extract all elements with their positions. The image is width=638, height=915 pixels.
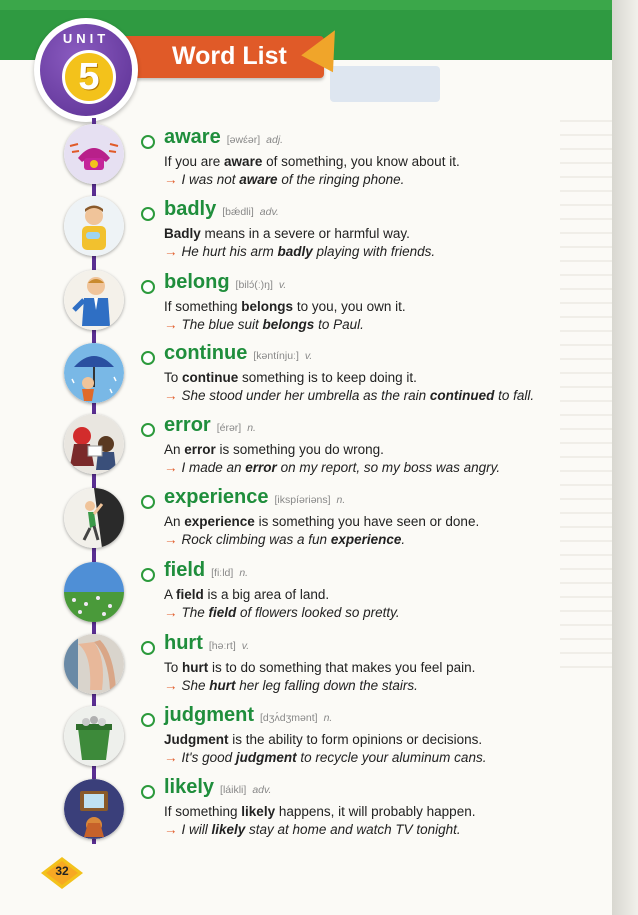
telephone-icon	[64, 124, 124, 184]
arrow-icon: →	[164, 244, 178, 259]
angry-boss-icon	[64, 414, 124, 474]
definition: Judgment is the ability to form opinions or decisions.	[164, 732, 483, 747]
example-sentence: → Rock climbing was a fun experience.	[164, 532, 406, 547]
headword: error	[164, 414, 211, 436]
arrow-icon: →	[164, 822, 178, 837]
definition: An error is something you do wrong.	[164, 442, 384, 457]
part-of-speech: adv.	[252, 784, 272, 796]
bleed-through-mark	[330, 66, 440, 102]
man-in-suit-icon	[64, 270, 124, 330]
bullet-icon	[141, 568, 155, 582]
definition: If you are aware of something, you know about it.	[164, 154, 460, 169]
headword: judgment	[164, 704, 254, 726]
definition: Badly means in a severe or harmful way.	[164, 226, 410, 241]
headword: field	[164, 559, 206, 581]
pronunciation: [bǽdli]	[222, 206, 254, 218]
arrow-icon: →	[164, 172, 178, 187]
bullet-icon	[141, 207, 155, 221]
bullet-icon	[141, 713, 155, 727]
pronunciation: [əwɛ́ər]	[226, 134, 261, 146]
example-sentence: → I will likely stay at home and watch TV tonight.	[164, 822, 461, 837]
definition: If something likely happens, it will probably happen.	[164, 804, 476, 819]
arrow-icon: →	[164, 605, 178, 620]
page-number: 32	[55, 864, 69, 878]
unit-badge	[34, 18, 138, 122]
definition: An experience is something you have seen or done.	[164, 514, 480, 529]
injured-boy-icon	[64, 196, 124, 256]
arrow-icon: →	[164, 317, 178, 332]
example-sentence: → I was not aware of the ringing phone.	[164, 172, 405, 187]
example-sentence: → He hurt his arm badly playing with friends.	[164, 244, 436, 259]
definition: A field is a big area of land.	[164, 587, 330, 602]
definition: To continue something is to keep doing it.	[164, 370, 417, 385]
part-of-speech: n.	[247, 422, 256, 434]
part-of-speech: adj.	[266, 134, 284, 146]
arrow-icon: →	[164, 460, 178, 475]
page-edge	[612, 0, 638, 915]
part-of-speech: n.	[323, 712, 333, 724]
arrow-icon: →	[164, 532, 178, 547]
recycle-bin-icon	[64, 706, 124, 766]
bullet-icon	[141, 423, 155, 437]
arrow-icon: →	[164, 678, 178, 693]
pronunciation: [láikli]	[220, 784, 247, 796]
part-of-speech: v.	[241, 640, 250, 652]
pronunciation: [bilɔ́(ː)ŋ]	[235, 279, 273, 291]
headword: hurt	[164, 632, 203, 654]
arrow-icon: →	[164, 388, 178, 403]
example-sentence: → She hurt her leg falling down the stairs.	[164, 678, 418, 693]
pronunciation: [érər]	[216, 422, 242, 434]
arrow-icon: →	[164, 750, 178, 765]
bullet-icon	[141, 495, 155, 509]
bullet-icon	[141, 785, 155, 799]
television-icon	[64, 779, 124, 839]
example-sentence: → I made an error on my report, so my boss was angry.	[164, 460, 501, 475]
header-band-top	[0, 0, 612, 10]
headword: likely	[164, 776, 215, 798]
bullet-icon	[141, 280, 155, 294]
unit-label: UNIT	[62, 31, 110, 46]
headword: aware	[164, 126, 221, 148]
part-of-speech: n.	[239, 567, 249, 579]
rock-climber-icon	[64, 488, 124, 548]
bleed-through-lines	[560, 120, 612, 680]
definition: To hurt is to do something that makes you feel pain.	[164, 660, 476, 675]
example-sentence: → She stood under her umbrella as the rain continued to fall.	[164, 388, 535, 403]
pronunciation: [fiːld]	[211, 567, 234, 579]
title-banner	[116, 36, 324, 78]
part-of-speech: v.	[278, 279, 287, 291]
part-of-speech: v.	[304, 350, 313, 362]
headword: badly	[164, 198, 217, 220]
bullet-icon	[141, 641, 155, 655]
bullet-icon	[141, 135, 155, 149]
pronunciation: [həːrt]	[208, 640, 236, 652]
example-sentence: → The blue suit belongs to Paul.	[164, 317, 364, 332]
example-sentence: → The field of flowers looked so pretty.	[164, 605, 400, 620]
flower-field-icon	[64, 562, 124, 622]
hurt-leg-icon	[64, 634, 124, 694]
part-of-speech: n.	[336, 494, 346, 506]
example-sentence: → It's good judgment to recycle your aluminum cans.	[164, 750, 487, 765]
pronunciation: [kəntínjuː]	[253, 350, 299, 362]
headword: continue	[164, 342, 248, 364]
definition: If something belongs to you, you own it.	[164, 299, 406, 314]
unit-number: 5	[62, 50, 116, 104]
headword: belong	[164, 271, 230, 293]
page-title: Word List	[172, 42, 287, 70]
pronunciation: [dʒʌ́dʒmənt]	[260, 712, 318, 724]
pronunciation: [ikspíəriəns]	[274, 494, 331, 506]
part-of-speech: adv.	[259, 206, 279, 218]
bullet-icon	[141, 351, 155, 365]
umbrella-rain-icon	[64, 343, 124, 403]
headword: experience	[164, 486, 269, 508]
